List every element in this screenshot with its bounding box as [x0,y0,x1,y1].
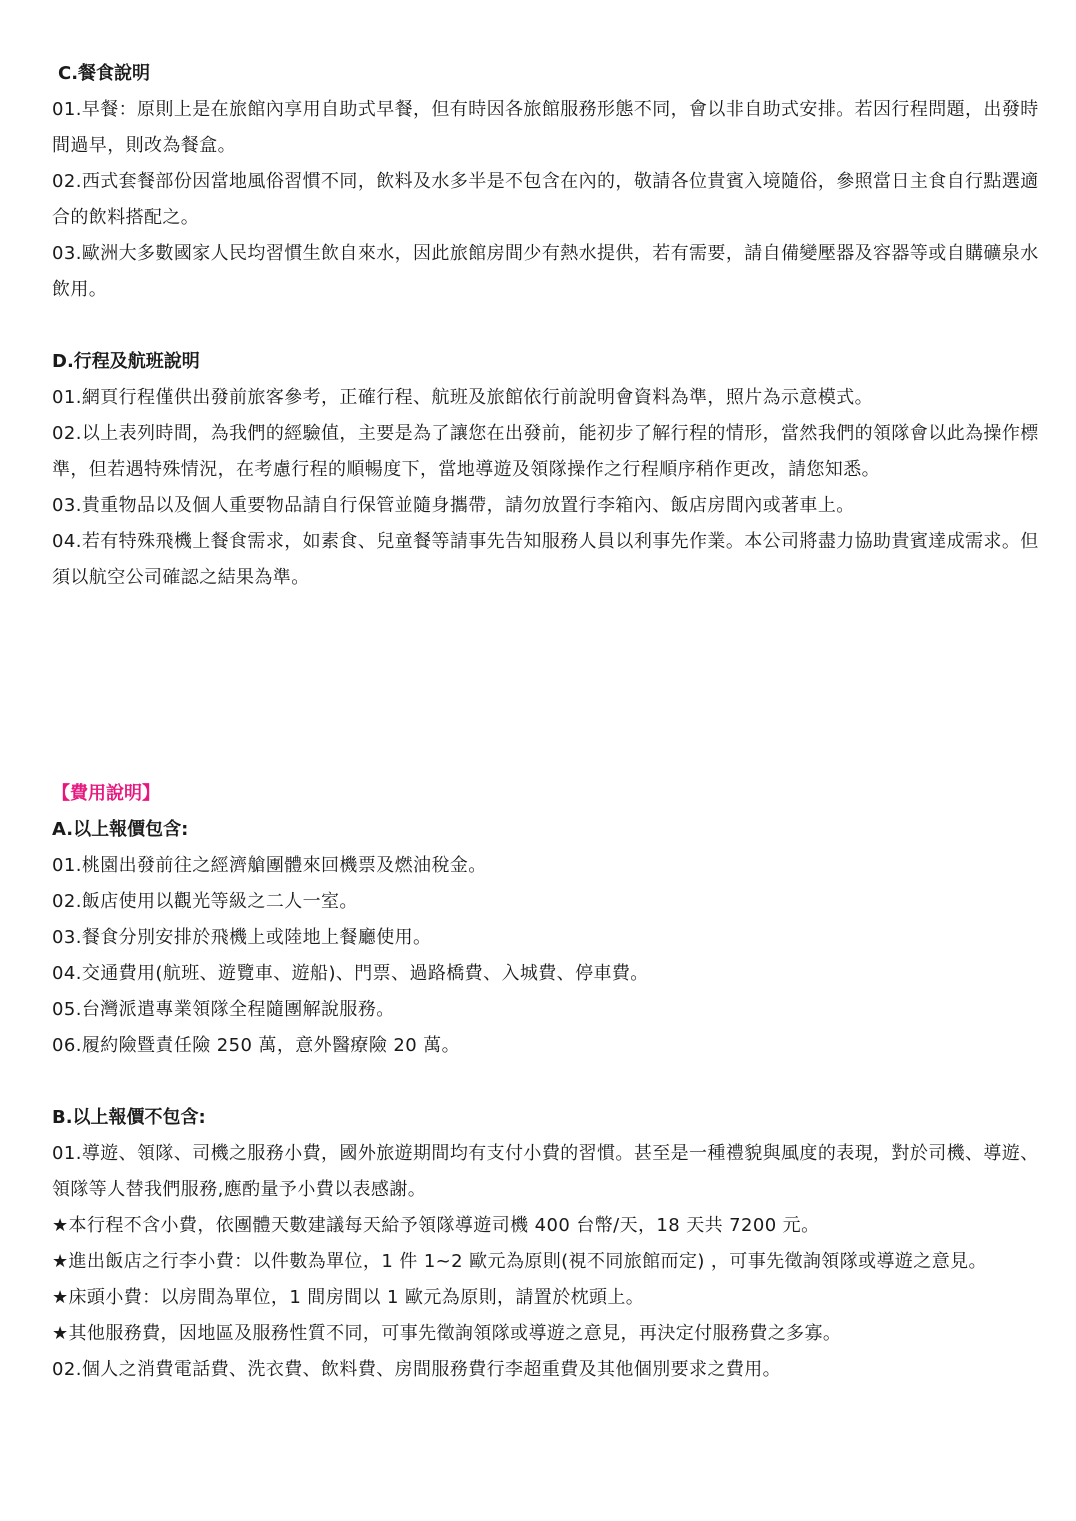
itinerary-item: 04.若有特殊飛機上餐食需求，如素食、兒童餐等請事先告知服務人員以利事先作業。本公司將盡力協助貴賓達成需求。但須以航空公司確認之結果為準。 [52,531,1039,588]
document-page [52,56,1042,1388]
excluded-item: ★床頭小費：以房間為單位，1 間房間以 1 歐元為原則，請置於枕頭上。 [52,1287,645,1308]
included-item: 02.飯店使用以觀光等級之二人一室。 [52,891,358,912]
fees-heading: 【費用說明】 [52,783,160,804]
included-item: 06.履約險暨責任險 250 萬，意外醫療險 20 萬。 [52,1035,460,1056]
included-item: 01.桃園出發前往之經濟艙團體來回機票及燃油稅金。 [52,855,487,876]
excluded-item: 02.個人之消費電話費、洗衣費、飲料費、房間服務費行李超重費及其他個別要求之費用。 [52,1359,782,1380]
meal-section-title: C.餐食說明 [58,63,151,84]
meal-item: 02.西式套餐部份因當地風俗習慣不同，飲料及水多半是不包含在內的，敬請各位貴賓入境隨俗，參照當日主食自行點選適合的飲料搭配之。 [52,171,1039,228]
excluded-item: ★進出飯店之行李小費：以件數為單位，1 件 1~2 歐元為原則(視不同旅館而定) ，可事先徵詢領隊或導遊之意見。 [52,1251,987,1272]
itinerary-item: 01.網頁行程僅供出發前旅客參考，正確行程、航班及旅館依行前說明會資料為準，照片為示意模式。 [52,387,874,408]
spacer [52,1064,1042,1100]
itinerary-section-title: D.行程及航班說明 [52,351,200,372]
fees-excluded-title: B.以上報價不包含: [52,1107,206,1128]
included-item: 05.台灣派遣專業領隊全程隨團解說服務。 [52,999,395,1020]
itinerary-item: 03.貴重物品以及個人重要物品請自行保管並隨身攜帶，請勿放置行李箱內、飯店房間內或著車上。 [52,495,855,516]
meal-item: 01.早餐：原則上是在旅館內享用自助式早餐，但有時因各旅館服務形態不同，會以非自助式安排。若因行程問題，出發時間過早，則改為餐盒。 [52,99,1039,156]
excluded-item: ★本行程不含小費，依團體天數建議每天給予領隊導遊司機 400 台幣/天，18 天共 7200 元。 [52,1215,820,1236]
spacer [52,308,1042,344]
spacer [52,596,1042,776]
included-item: 04.交通費用(航班、遊覽車、遊船)、門票、過路橋費、入城費、停車費。 [52,963,649,984]
excluded-item: 01.導遊、領隊、司機之服務小費，國外旅遊期間均有支付小費的習慣。甚至是一種禮貌與風度的表現，對於司機、導遊、領隊等人替我們服務,應酌量予小費以表感謝。 [52,1143,1039,1200]
fees-included-title: A.以上報價包含: [52,819,189,840]
excluded-item: ★其他服務費，因地區及服務性質不同，可事先徵詢領隊或導遊之意見，再決定付服務費之多寡。 [52,1323,842,1344]
included-item: 03.餐食分別安排於飛機上或陸地上餐廳使用。 [52,927,432,948]
itinerary-item: 02.以上表列時間，為我們的經驗值，主要是為了讓您在出發前，能初步了解行程的情形，當然我們的領隊會以此為操作標準，但若遇特殊情況，在考慮行程的順暢度下，當地導遊及領隊操作之行程順序稍作更改，請您知悉。 [52,423,1039,480]
meal-item: 03.歐洲大多數國家人民均習慣生飲自來水，因此旅館房間少有熱水提供，若有需要，請自備變壓器及容器等或自購礦泉水飲用。 [52,243,1039,300]
